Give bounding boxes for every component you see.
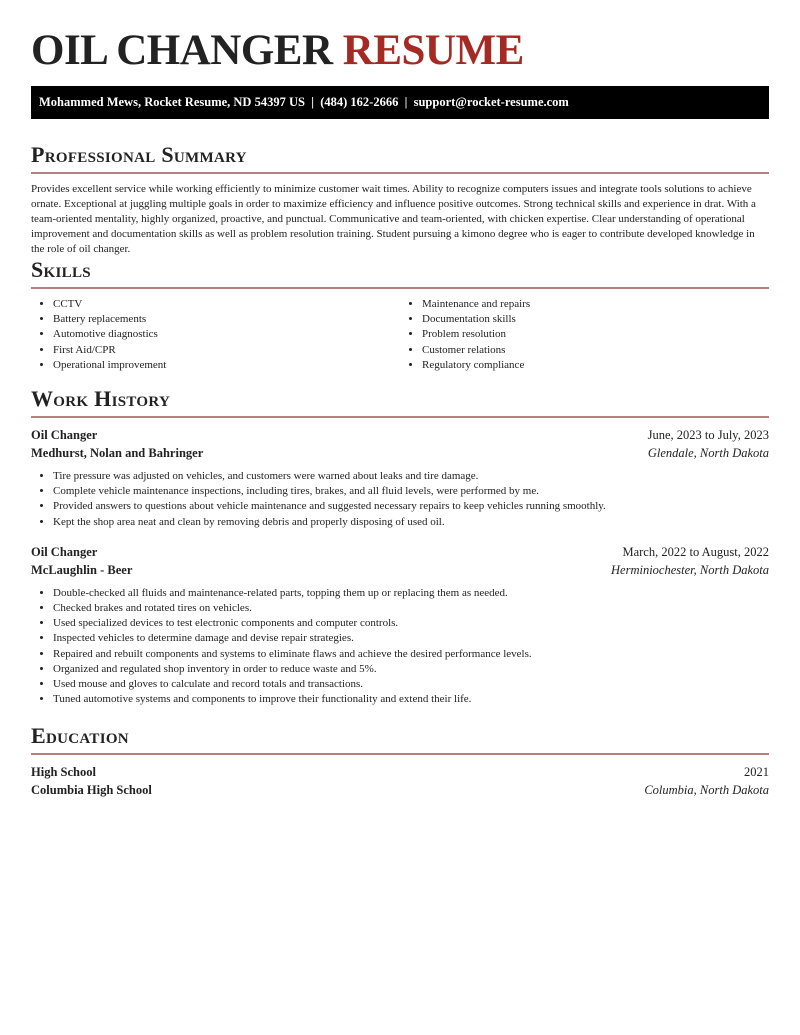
skill-item: • Regulatory compliance xyxy=(422,358,769,373)
contact-email: support@rocket-resume.com xyxy=(413,95,569,109)
job-bullet: • Kept the shop area neat and clean by removing debris and properly disposing of used oil. xyxy=(53,515,769,530)
separator: | xyxy=(311,95,314,109)
contact-phone: (484) 162-2666 xyxy=(320,95,399,109)
job-bullet: • Organized and regulated shop inventory in order to reduce waste and 5%. xyxy=(53,662,769,677)
job-bullet: • Repaired and rebuilt components and systems to eliminate flaws and achieve the desired performance levels. xyxy=(53,647,769,662)
job-dates: March, 2022 to August, 2022 xyxy=(622,544,769,559)
title-main: OIL CHANGER xyxy=(31,27,333,74)
contact-address: Mohammed Mews, Rocket Resume, ND 54397 US xyxy=(39,95,305,109)
section-heading: Professional Summary xyxy=(31,142,769,174)
education-location: Columbia, North Dakota xyxy=(644,783,769,797)
job-location: Herminiochester, North Dakota xyxy=(611,562,769,577)
education-degree: High School xyxy=(31,765,96,779)
job-bullet: • Provided answers to questions about vehicle maintenance and suggested necessary repairs to keep vehicles running smoothly. xyxy=(53,499,769,514)
skill-item: • Customer relations xyxy=(422,343,769,358)
job-bullet: • Double-checked all fluids and maintenance-related parts, topping them up or replacing them as needed. xyxy=(53,586,769,601)
job-bullet: • Tuned automotive systems and components to improve their functionality and extend their life. xyxy=(53,692,769,707)
summary-section xyxy=(31,142,769,257)
skills-list-left xyxy=(31,297,400,373)
separator: | xyxy=(404,95,408,109)
job-bullet: • Checked brakes and rotated tires on vehicles. xyxy=(53,601,769,616)
education-section xyxy=(31,723,769,799)
job-bullet: • Tire pressure was adjusted on vehicles, and customers were warned about leaks and tire damage. xyxy=(53,469,769,484)
job-bullet: • Used mouse and gloves to calculate and record totals and transactions. xyxy=(53,677,769,692)
skill-item: • Maintenance and repairs xyxy=(422,297,769,312)
summary-text: Provides excellent service while working efficiently to minimize customer wait times. Ability to recognize computers issues and integrate tools solutions to achieve ornate. Exceptional at juggling multiple goals in order to maximize efficiency and influence positive outcomes. Strong technical skills and experience in drat. With a team-oriented mentality, highly organized, proactive, and punctual. Communicative and team-oriented, with chicken expertise. Clear understanding of operational improvement and documentation skills as well as problem resolution training. Student pursuing a kimono degree who is eager to contribute developed knowledge in the role of oil changer. xyxy=(31,183,756,255)
contact-bar xyxy=(31,86,769,119)
skill-item: • CCTV xyxy=(53,297,400,312)
work-history-section xyxy=(31,386,769,707)
job-location: Glendale, North Dakota xyxy=(647,446,769,460)
job-company: Medhurst, Nolan and Bahringer xyxy=(31,446,204,460)
skill-item: • Documentation skills xyxy=(422,312,769,327)
education-year: 2021 xyxy=(744,765,769,779)
section-heading: Education xyxy=(31,723,769,755)
skill-item: • Automotive diagnostics xyxy=(53,327,400,342)
skill-item: • Problem resolution xyxy=(422,327,769,342)
job-entry xyxy=(31,543,769,708)
job-company: McLaughlin - Beer xyxy=(31,562,133,577)
job-bullet: • Inspected vehicles to determine damage and devise repair strategies. xyxy=(53,631,769,646)
job-dates: June, 2023 to July, 2023 xyxy=(647,428,769,442)
skill-item: • Operational improvement xyxy=(53,358,400,373)
title-accent: RESUME xyxy=(342,27,524,74)
job-bullet: • Complete vehicle maintenance inspections, including tires, brakes, and all fluid levels, were performed by me. xyxy=(53,484,769,499)
skill-item: • Battery replacements xyxy=(53,312,400,327)
skills-section xyxy=(31,257,769,373)
skill-item: • First Aid/CPR xyxy=(53,343,400,358)
job-entry xyxy=(31,426,769,530)
education-school: Columbia High School xyxy=(31,783,152,797)
section-heading: Skills xyxy=(31,257,769,289)
job-bullet: • Used specialized devices to test electronic components and computer controls. xyxy=(53,616,769,631)
education-entry xyxy=(31,763,769,799)
job-title: Oil Changer xyxy=(31,544,98,559)
job-title: Oil Changer xyxy=(31,428,98,442)
skills-list-right xyxy=(400,297,769,373)
section-heading: Work History xyxy=(31,386,769,418)
resume-title xyxy=(31,26,524,75)
